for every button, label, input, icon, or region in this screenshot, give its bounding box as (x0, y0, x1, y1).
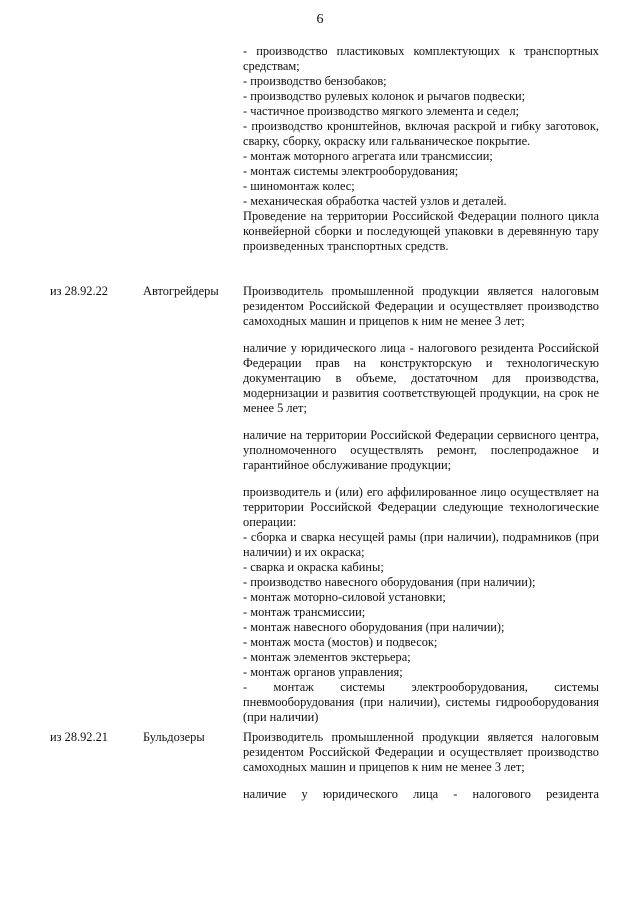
paragraph: Проведение на территории Российской Федерации полного цикла конвейерной сборки и последующей упаковки в деревянную тару произведенных транспортных средств. (243, 209, 599, 253)
list-item: - частичное производство мягкого элемента и седел; (243, 104, 520, 118)
list-item: - монтаж органов управления; (243, 665, 403, 679)
product-name: Автогрейдеры (143, 284, 219, 298)
list-item: - монтаж навесного оборудования (при наличии); (243, 620, 505, 634)
list-item: - монтаж системы электрооборудования, системы пневмооборудования (при наличии), системы гидрооборудования (при наличии) (243, 680, 599, 724)
product-name: Бульдозеры (143, 730, 205, 744)
list-item: - производство рулевых колонок и рычагов подвески; (243, 89, 526, 103)
list-item: - производство бензобаков; (243, 74, 387, 88)
okpd-code: из 28.92.21 (50, 730, 108, 744)
list-item: - производство пластиковых комплектующих к транспортных средствам; (243, 44, 599, 73)
list-item: - монтаж моторного агрегата или трансмиссии; (243, 149, 493, 163)
okpd-code: из 28.92.22 (50, 284, 108, 298)
list-item: - монтаж системы электрооборудования; (243, 164, 459, 178)
requirements-block (243, 284, 599, 725)
requirement-paragraph: производитель и (или) его аффилированное лицо осуществляет на территории Российской Федерации следующие технологические операции: (243, 485, 599, 529)
page-number: 6 (316, 12, 324, 27)
requirements-block (243, 730, 599, 802)
list-item: - монтаж моторно-силовой установки; (243, 590, 446, 604)
list-item: - производство кронштейнов, включая раскрой и гибку заготовок, сварку, сборку, окраску или гальваническое покрытие. (243, 119, 599, 148)
requirement-paragraph: Производитель промышленной продукции является налоговым резидентом Российской Федерации и осуществляет производство самоходных машин и прицепов к ним не менее 3 лет; (243, 730, 599, 774)
list-item: - монтаж трансмиссии; (243, 605, 366, 619)
requirement-paragraph: наличие у юридического лица - налогового резидента Российской Федерации прав на конструкторскую и технологическую документацию в объеме, достаточном для производства, модернизации и развития соответствующей продукции, на срок не менее 5 лет; (243, 341, 599, 415)
list-item: - производство навесного оборудования (при наличии); (243, 575, 536, 589)
list-item: - механическая обработка частей узлов и деталей. (243, 194, 507, 208)
requirement-paragraph: наличие на территории Российской Федерации сервисного центра, уполномоченного осуществлять ремонт, послепродажное и гарантийное обслуживание продукции; (243, 428, 599, 472)
list-item: - сварка и окраска кабины; (243, 560, 384, 574)
list-item: - сборка и сварка несущей рамы (при наличии), подрамников (при наличии) и их окраска; (243, 530, 599, 559)
continuation-block (243, 44, 599, 254)
list-item: - монтаж моста (мостов) и подвесок; (243, 635, 438, 649)
list-item: - монтаж элементов экстерьера; (243, 650, 411, 664)
requirement-paragraph: наличие у юридического лица - налогового резидента (243, 787, 599, 801)
requirement-paragraph: Производитель промышленной продукции является налоговым резидентом Российской Федерации и осуществляет производство самоходных машин и прицепов к ним не менее 3 лет; (243, 284, 599, 328)
list-item: - шиномонтаж колес; (243, 179, 355, 193)
